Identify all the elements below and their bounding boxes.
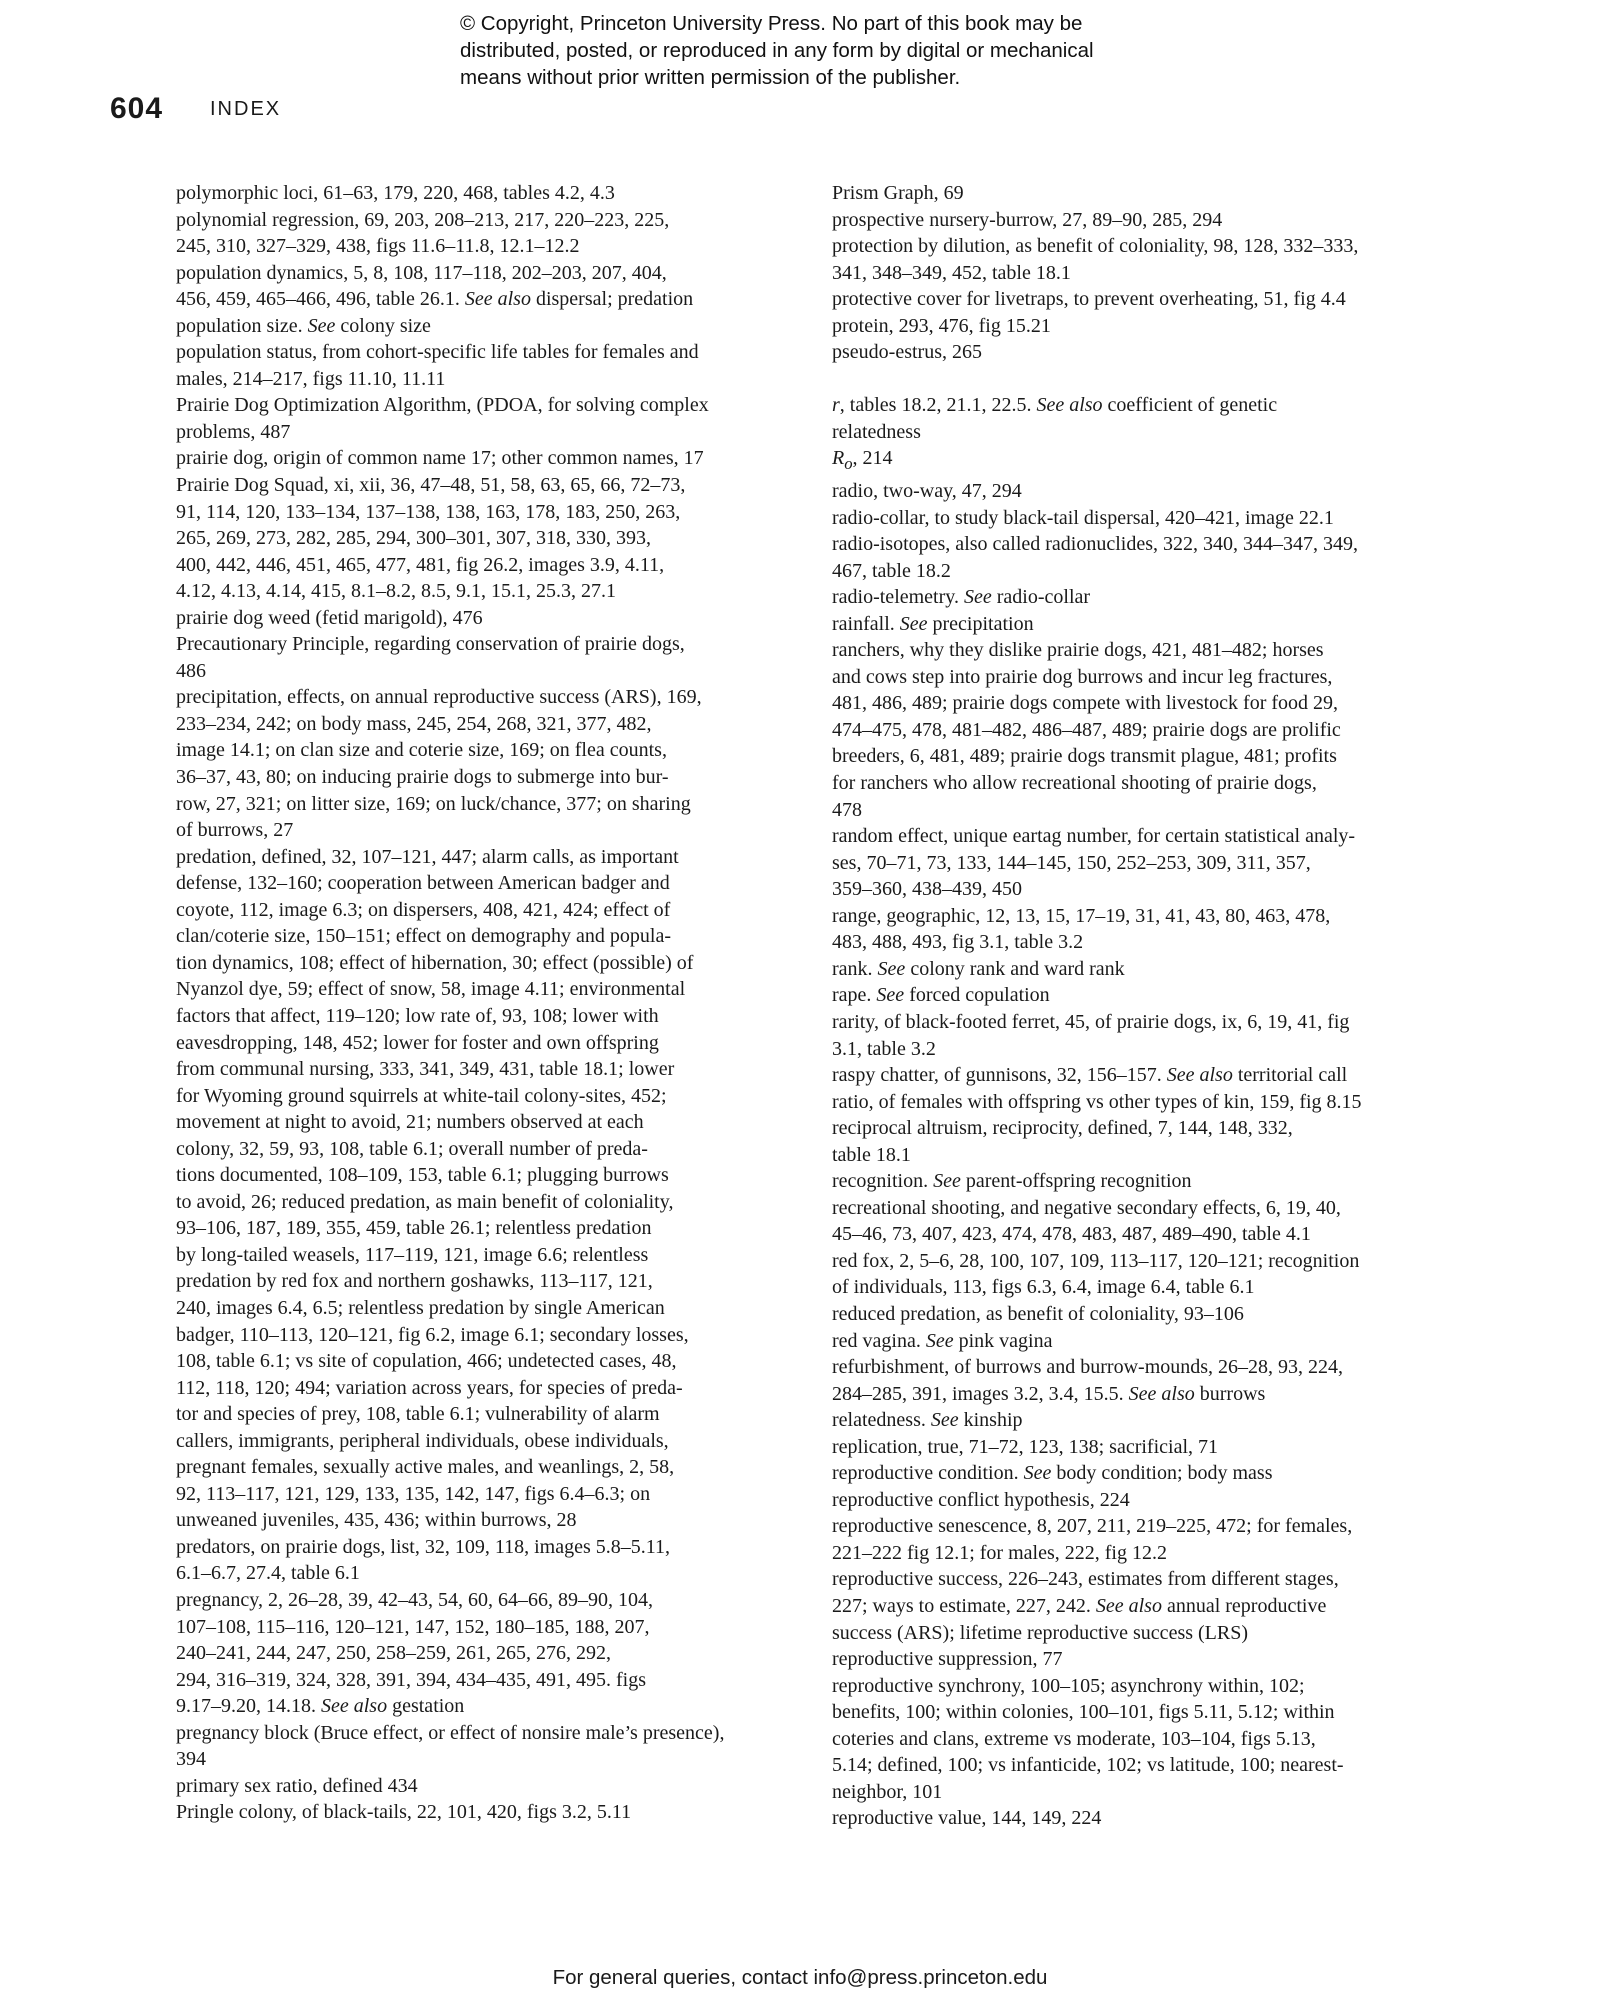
index-entry-line: primary sex ratio, defined 434 xyxy=(176,1774,418,1797)
index-entry-line: coteries and clans, extreme vs moderate, 103–104, figs 5.13, xyxy=(832,1727,1316,1750)
index-column-right xyxy=(832,180,1442,1832)
index-entry-line: for ranchers who allow recreational shooting of prairie dogs, xyxy=(832,772,1317,795)
index-entry-line: 245, 310, 327–329, 438, figs 11.6–11.8, 12.1–12.2 xyxy=(176,235,580,258)
index-entry-line: and cows step into prairie dog burrows and incur leg fractures, xyxy=(832,665,1333,688)
index-entry-line: 4.12, 4.13, 4.14, 415, 8.1–8.2, 8.5, 9.1, 15.1, 25.3, 27.1 xyxy=(176,580,616,603)
index-entry-line: 394 xyxy=(176,1748,206,1771)
index-entry-line: 341, 348–349, 452, table 18.1 xyxy=(832,261,1071,284)
index-entry-line: tor and species of prey, 108, table 6.1; vulnerability of alarm xyxy=(176,1403,660,1426)
index-entry-line: population status, from cohort-specific life tables for females and xyxy=(176,341,699,364)
index-entry-line: unweaned juveniles, 435, 436; within burrows, 28 xyxy=(176,1509,577,1532)
index-entry xyxy=(832,1115,1442,1168)
index-entry xyxy=(832,637,1442,823)
index-entry xyxy=(832,445,1442,478)
index-entry-line: reproductive value, 144, 149, 224 xyxy=(832,1807,1102,1830)
index-entry-line: 467, table 18.2 xyxy=(832,559,951,582)
index-entry-line: predation, defined, 32, 107–121, 447; alarm calls, as important xyxy=(176,845,679,868)
index-entry-line: refurbishment, of burrows and burrow-mounds, 26–28, 93, 224, xyxy=(832,1356,1344,1379)
index-entry xyxy=(176,207,786,260)
index-entry-line: factors that affect, 119–120; low rate of, 93, 108; lower with xyxy=(176,1004,659,1027)
index-entry-line: ratio, of females with offspring vs other types of kin, 159, fig 8.15 xyxy=(832,1090,1362,1113)
index-entry xyxy=(176,260,786,313)
index-entry xyxy=(832,339,1442,366)
index-entry xyxy=(832,982,1442,1009)
index-entry-line: recognition. See parent-offspring recognition xyxy=(832,1170,1192,1193)
index-entry-line: Precautionary Principle, regarding conservation of prairie dogs, xyxy=(176,633,685,656)
index-entry-line: reproductive success, 226–243, estimates from different stages, xyxy=(832,1568,1339,1591)
index-entry-line: 93–106, 187, 189, 355, 459, table 26.1; relentless predation xyxy=(176,1217,652,1240)
index-entry xyxy=(176,605,786,632)
index-entry-line: predation by red fox and northern goshawks, 113–117, 121, xyxy=(176,1270,653,1293)
index-entry-line: raspy chatter, of gunnisons, 32, 156–157. See also territorial call xyxy=(832,1064,1348,1087)
index-entry-line: Nyanzol dye, 59; effect of snow, 58, image 4.11; environmental xyxy=(176,978,686,1001)
index-entry-line: movement at night to avoid, 21; numbers observed at each xyxy=(176,1111,644,1134)
index-entry-line: rainfall. See precipitation xyxy=(832,612,1034,635)
index-entry-line: 9.17–9.20, 14.18. See also gestation xyxy=(176,1695,465,1718)
index-entry-line: 108, table 6.1; vs site of copulation, 466; undetected cases, 48, xyxy=(176,1350,677,1373)
index-entry xyxy=(176,445,786,472)
index-entry xyxy=(176,180,786,207)
index-entry xyxy=(176,1720,786,1773)
index-entry-line: breeders, 6, 481, 489; prairie dogs transmit plague, 481; profits xyxy=(832,745,1337,768)
index-entry-line: males, 214–217, figs 11.10, 11.11 xyxy=(176,367,446,390)
index-entry-line: of individuals, 113, figs 6.3, 6.4, image 6.4, table 6.1 xyxy=(832,1276,1255,1299)
index-entry-line: image 14.1; on clan size and coterie size, 169; on flea counts, xyxy=(176,739,667,762)
index-entry-line: 233–234, 242; on body mass, 245, 254, 268, 321, 377, 482, xyxy=(176,712,652,735)
index-entry-line: range, geographic, 12, 13, 15, 17–19, 31, 41, 43, 80, 463, 478, xyxy=(832,904,1331,927)
index-entry-line: 359–360, 438–439, 450 xyxy=(832,878,1022,901)
index-entry xyxy=(832,1673,1442,1806)
index-entry-line: precipitation, effects, on annual reproductive success (ARS), 169, xyxy=(176,686,702,709)
copyright-line: means without prior written permission of the publisher. xyxy=(460,66,961,89)
index-entry-line: ranchers, why they dislike prairie dogs, 421, 481–482; horses xyxy=(832,639,1324,662)
index-entry-line: 478 xyxy=(832,798,862,821)
index-entry-line: reproductive condition. See body condition; body mass xyxy=(832,1462,1273,1485)
index-entry-line: clan/coterie size, 150–151; effect on demography and popula- xyxy=(176,925,672,948)
index-entry xyxy=(832,823,1442,903)
index-entry xyxy=(176,844,786,1534)
index-entry-line: 3.1, table 3.2 xyxy=(832,1037,936,1060)
index-entry xyxy=(832,611,1442,638)
index-entry-line: neighbor, 101 xyxy=(832,1780,943,1803)
index-entry-line: 5.14; defined, 100; vs infanticide, 102; vs latitude, 100; nearest- xyxy=(832,1754,1344,1777)
index-entry-line: red vagina. See pink vagina xyxy=(832,1329,1053,1352)
index-entry xyxy=(832,1513,1442,1566)
index-entry-line: prospective nursery-burrow, 27, 89–90, 285, 294 xyxy=(832,208,1223,231)
index-entry-line: polymorphic loci, 61–63, 179, 220, 468, tables 4.2, 4.3 xyxy=(176,182,615,204)
index-entry-line: from communal nursing, 333, 341, 349, 431, table 18.1; lower xyxy=(176,1058,675,1081)
index-entry-line: reproductive conflict hypothesis, 224 xyxy=(832,1488,1130,1511)
index-entry xyxy=(832,207,1442,234)
index-entry xyxy=(832,1566,1442,1646)
index-entry-line: 92, 113–117, 121, 129, 133, 135, 142, 147, figs 6.4–6.3; on xyxy=(176,1482,651,1505)
index-entry-line: Pringle colony, of black-tails, 22, 101, 420, figs 3.2, 5.11 xyxy=(176,1801,632,1824)
index-entry-line: random effect, unique eartag number, for certain statistical analy- xyxy=(832,825,1356,848)
index-entry xyxy=(832,1062,1442,1089)
index-entry-line: population size. See colony size xyxy=(176,314,431,337)
index-entry-line: protein, 293, 476, fig 15.21 xyxy=(832,314,1051,337)
copyright-notice xyxy=(460,10,1220,91)
index-entry-line: badger, 110–113, 120–121, fig 6.2, image 6.1; secondary losses, xyxy=(176,1323,689,1346)
index-entry-line: reproductive suppression, 77 xyxy=(832,1648,1063,1671)
index-entry-line: row, 27, 321; on litter size, 169; on luck/chance, 377; on sharing xyxy=(176,792,691,815)
index-entry-line: 227; ways to estimate, 227, 242. See also annual reproductive xyxy=(832,1594,1327,1617)
index-entry xyxy=(832,903,1442,956)
index-entry-line: r, tables 18.2, 21.1, 22.5. See also coefficient of genetic xyxy=(832,394,1278,417)
index-entry-line: rape. See forced copulation xyxy=(832,984,1050,1007)
index-entry-line: Prism Graph, 69 xyxy=(832,182,964,204)
index-entry-line: red fox, 2, 5–6, 28, 100, 107, 109, 113–117, 120–121; recognition xyxy=(832,1249,1360,1272)
index-entry xyxy=(832,286,1442,313)
index-entry-line: 456, 459, 465–466, 496, table 26.1. See also dispersal; predation xyxy=(176,288,694,311)
index-entry xyxy=(832,956,1442,983)
index-entry xyxy=(176,392,786,445)
index-entry-line: prairie dog, origin of common name 17; other common names, 17 xyxy=(176,447,704,470)
index-entry-line: radio, two-way, 47, 294 xyxy=(832,480,1022,503)
index-entry xyxy=(832,1646,1442,1673)
index-entry xyxy=(832,180,1442,207)
index-entry xyxy=(832,313,1442,340)
copyright-line: distributed, posted, or reproduced in any form by digital or mechanical xyxy=(460,39,1094,62)
index-entry-line: reduced predation, as benefit of coloniality, 93–106 xyxy=(832,1302,1244,1325)
index-entry-line: 107–108, 115–116, 120–121, 147, 152, 180–185, 188, 207, xyxy=(176,1615,650,1638)
index-entry-line: pseudo-estrus, 265 xyxy=(832,341,982,364)
index-entry xyxy=(832,1805,1442,1832)
index-entry-line: of burrows, 27 xyxy=(176,819,294,842)
index-entry-line: pregnancy block (Bruce effect, or effect of nonsire male’s presence), xyxy=(176,1721,725,1744)
index-entry-line: benefits, 100; within colonies, 100–101, figs 5.11, 5.12; within xyxy=(832,1701,1335,1724)
index-entry-line: Prairie Dog Squad, xi, xii, 36, 47–48, 51, 58, 63, 65, 66, 72–73, xyxy=(176,474,686,497)
index-entry-line: problems, 487 xyxy=(176,420,291,443)
index-entry-line: recreational shooting, and negative secondary effects, 6, 19, 40, xyxy=(832,1196,1341,1219)
index-entry-line: rank. See colony rank and ward rank xyxy=(832,957,1125,980)
index-entry xyxy=(832,392,1442,445)
index-entry-line: radio-telemetry. See radio-collar xyxy=(832,586,1091,609)
index-entry-line: 240, images 6.4, 6.5; relentless predation by single American xyxy=(176,1296,665,1319)
index-entry-line: prairie dog weed (fetid marigold), 476 xyxy=(176,606,483,629)
index-entry xyxy=(832,1089,1442,1116)
index-entry xyxy=(832,505,1442,532)
index-entry-line: reproductive synchrony, 100–105; asynchrony within, 102; xyxy=(832,1674,1305,1697)
index-entry xyxy=(832,1009,1442,1062)
index-entry-line: 294, 316–319, 324, 328, 391, 394, 434–435, 491, 495. figs xyxy=(176,1668,646,1691)
index-entry xyxy=(832,1195,1442,1248)
index-entry xyxy=(832,1487,1442,1514)
footer-contact: For general queries, contact info@press.princeton.edu xyxy=(552,1966,1048,1989)
index-entry-line: protective cover for livetraps, to prevent overheating, 51, fig 4.4 xyxy=(832,288,1346,311)
index-entry-line: tion dynamics, 108; effect of hibernation, 30; effect (possible) of xyxy=(176,951,694,974)
index-entry-line: eavesdropping, 148, 452; lower for foster and own offspring xyxy=(176,1031,659,1054)
index-entry-line: 221–222 fig 12.1; for males, 222, fig 12.2 xyxy=(832,1541,1167,1564)
index-entry-line: reproductive senescence, 8, 207, 211, 219–225, 472; for females, xyxy=(832,1515,1353,1538)
index-entry-line: success (ARS); lifetime reproductive success (LRS) xyxy=(832,1621,1249,1644)
index-entry-line: relatedness. See kinship xyxy=(832,1409,1023,1432)
index-entry xyxy=(832,1168,1442,1195)
index-entry xyxy=(832,531,1442,584)
index-entry xyxy=(176,1587,786,1720)
index-entry-line: by long-tailed weasels, 117–119, 121, image 6.6; relentless xyxy=(176,1243,649,1266)
index-entry-line: pregnancy, 2, 26–28, 39, 42–43, 54, 60, 64–66, 89–90, 104, xyxy=(176,1588,653,1611)
index-entry xyxy=(176,313,786,340)
index-entry xyxy=(832,478,1442,505)
index-entry xyxy=(832,233,1442,286)
index-entry-line: ses, 70–71, 73, 133, 144–145, 150, 252–253, 309, 311, 357, xyxy=(832,851,1311,874)
index-entry-line: callers, immigrants, peripheral individuals, obese individuals, xyxy=(176,1429,669,1452)
index-entry xyxy=(176,1773,786,1800)
index-entry-line: defense, 132–160; cooperation between American badger and xyxy=(176,872,670,895)
index-entry xyxy=(832,1434,1442,1461)
index-entry-line: $R_o$, 214 xyxy=(832,447,893,474)
index-entry-line: 486 xyxy=(176,659,206,682)
index-entry-line: 474–475, 478, 481–482, 486–487, 489; prairie dogs are prolific xyxy=(832,718,1341,741)
index-entry-line: 481, 486, 489; prairie dogs compete with livestock for food 29, xyxy=(832,692,1339,715)
index-column-left xyxy=(176,180,786,1826)
page-number: 604 xyxy=(110,92,164,125)
index-entry xyxy=(832,1301,1442,1328)
index-entry-line: reciprocal altruism, reciprocity, defined, 7, 144, 148, 332, xyxy=(832,1117,1293,1140)
index-entry-line: protection by dilution, as benefit of coloniality, 98, 128, 332–333, xyxy=(832,235,1359,258)
index-entry xyxy=(832,584,1442,611)
index-entry xyxy=(176,684,786,843)
index-entry-line: 36–37, 43, 80; on inducing prairie dogs to submerge into bur- xyxy=(176,766,669,789)
index-entry-line: pregnant females, sexually active males, and weanlings, 2, 58, xyxy=(176,1456,675,1479)
entry-gap xyxy=(832,366,1442,393)
index-entry-line: radio-collar, to study black-tail dispersal, 420–421, image 22.1 xyxy=(832,506,1334,529)
index-entry-line: 91, 114, 120, 133–134, 137–138, 138, 163, 178, 183, 250, 263, xyxy=(176,500,681,523)
index-entry xyxy=(832,1407,1442,1434)
index-entry-line: polynomial regression, 69, 203, 208–213, 217, 220–223, 225, xyxy=(176,208,670,231)
index-entry-line: 265, 269, 273, 282, 285, 294, 300–301, 307, 318, 330, 393, xyxy=(176,527,651,550)
index-entry-line: rarity, of black-footed ferret, 45, of prairie dogs, ix, 6, 19, 41, fig xyxy=(832,1010,1350,1033)
index-entry xyxy=(176,1534,786,1587)
index-entry xyxy=(832,1328,1442,1355)
index-entry xyxy=(176,339,786,392)
index-entry-line: table 18.1 xyxy=(832,1143,911,1166)
index-entry-line: radio-isotopes, also called radionuclides, 322, 340, 344–347, 349, xyxy=(832,533,1359,556)
index-entry xyxy=(176,472,786,605)
index-entry-line: colony, 32, 59, 93, 108, table 6.1; overall number of preda- xyxy=(176,1137,648,1160)
index-entry xyxy=(832,1354,1442,1407)
index-entry-line: 45–46, 73, 407, 423, 474, 478, 483, 487, 489–490, table 4.1 xyxy=(832,1223,1311,1246)
index-entry-line: 112, 118, 120; 494; variation across years, for species of preda- xyxy=(176,1376,683,1399)
index-entry-line: 284–285, 391, images 3.2, 3.4, 15.5. See also burrows xyxy=(832,1382,1266,1405)
index-entry xyxy=(176,1799,786,1826)
index-entry-line: tions documented, 108–109, 153, table 6.1; plugging burrows xyxy=(176,1164,669,1187)
index-entry-line: relatedness xyxy=(832,420,921,443)
index-entry-line: population dynamics, 5, 8, 108, 117–118, 202–203, 207, 404, xyxy=(176,261,667,284)
index-entry-line: for Wyoming ground squirrels at white-tail colony-sites, 452; xyxy=(176,1084,667,1107)
index-entry-line: 240–241, 244, 247, 250, 258–259, 261, 265, 276, 292, xyxy=(176,1642,611,1665)
index-entry xyxy=(176,631,786,684)
copyright-line: © Copyright, Princeton University Press. No part of this book may be xyxy=(460,12,1083,35)
index-entry-line: predators, on prairie dogs, list, 32, 109, 118, images 5.8–5.11, xyxy=(176,1535,671,1558)
index-entry-line: to avoid, 26; reduced predation, as main benefit of coloniality, xyxy=(176,1190,674,1213)
index-entry-line: Prairie Dog Optimization Algorithm, (PDOA, for solving complex xyxy=(176,394,709,417)
index-entry xyxy=(832,1460,1442,1487)
index-entry xyxy=(832,1248,1442,1301)
index-entry-line: 6.1–6.7, 27.4, table 6.1 xyxy=(176,1562,360,1585)
running-head: INDEX xyxy=(210,98,282,120)
index-entry-line: replication, true, 71–72, 123, 138; sacrificial, 71 xyxy=(832,1435,1219,1458)
index-entry-line: 400, 442, 446, 451, 465, 477, 481, fig 26.2, images 3.9, 4.11, xyxy=(176,553,665,576)
index-entry-line: 483, 488, 493, fig 3.1, table 3.2 xyxy=(832,931,1084,954)
index-entry-line: coyote, 112, image 6.3; on dispersers, 408, 421, 424; effect of xyxy=(176,898,671,921)
